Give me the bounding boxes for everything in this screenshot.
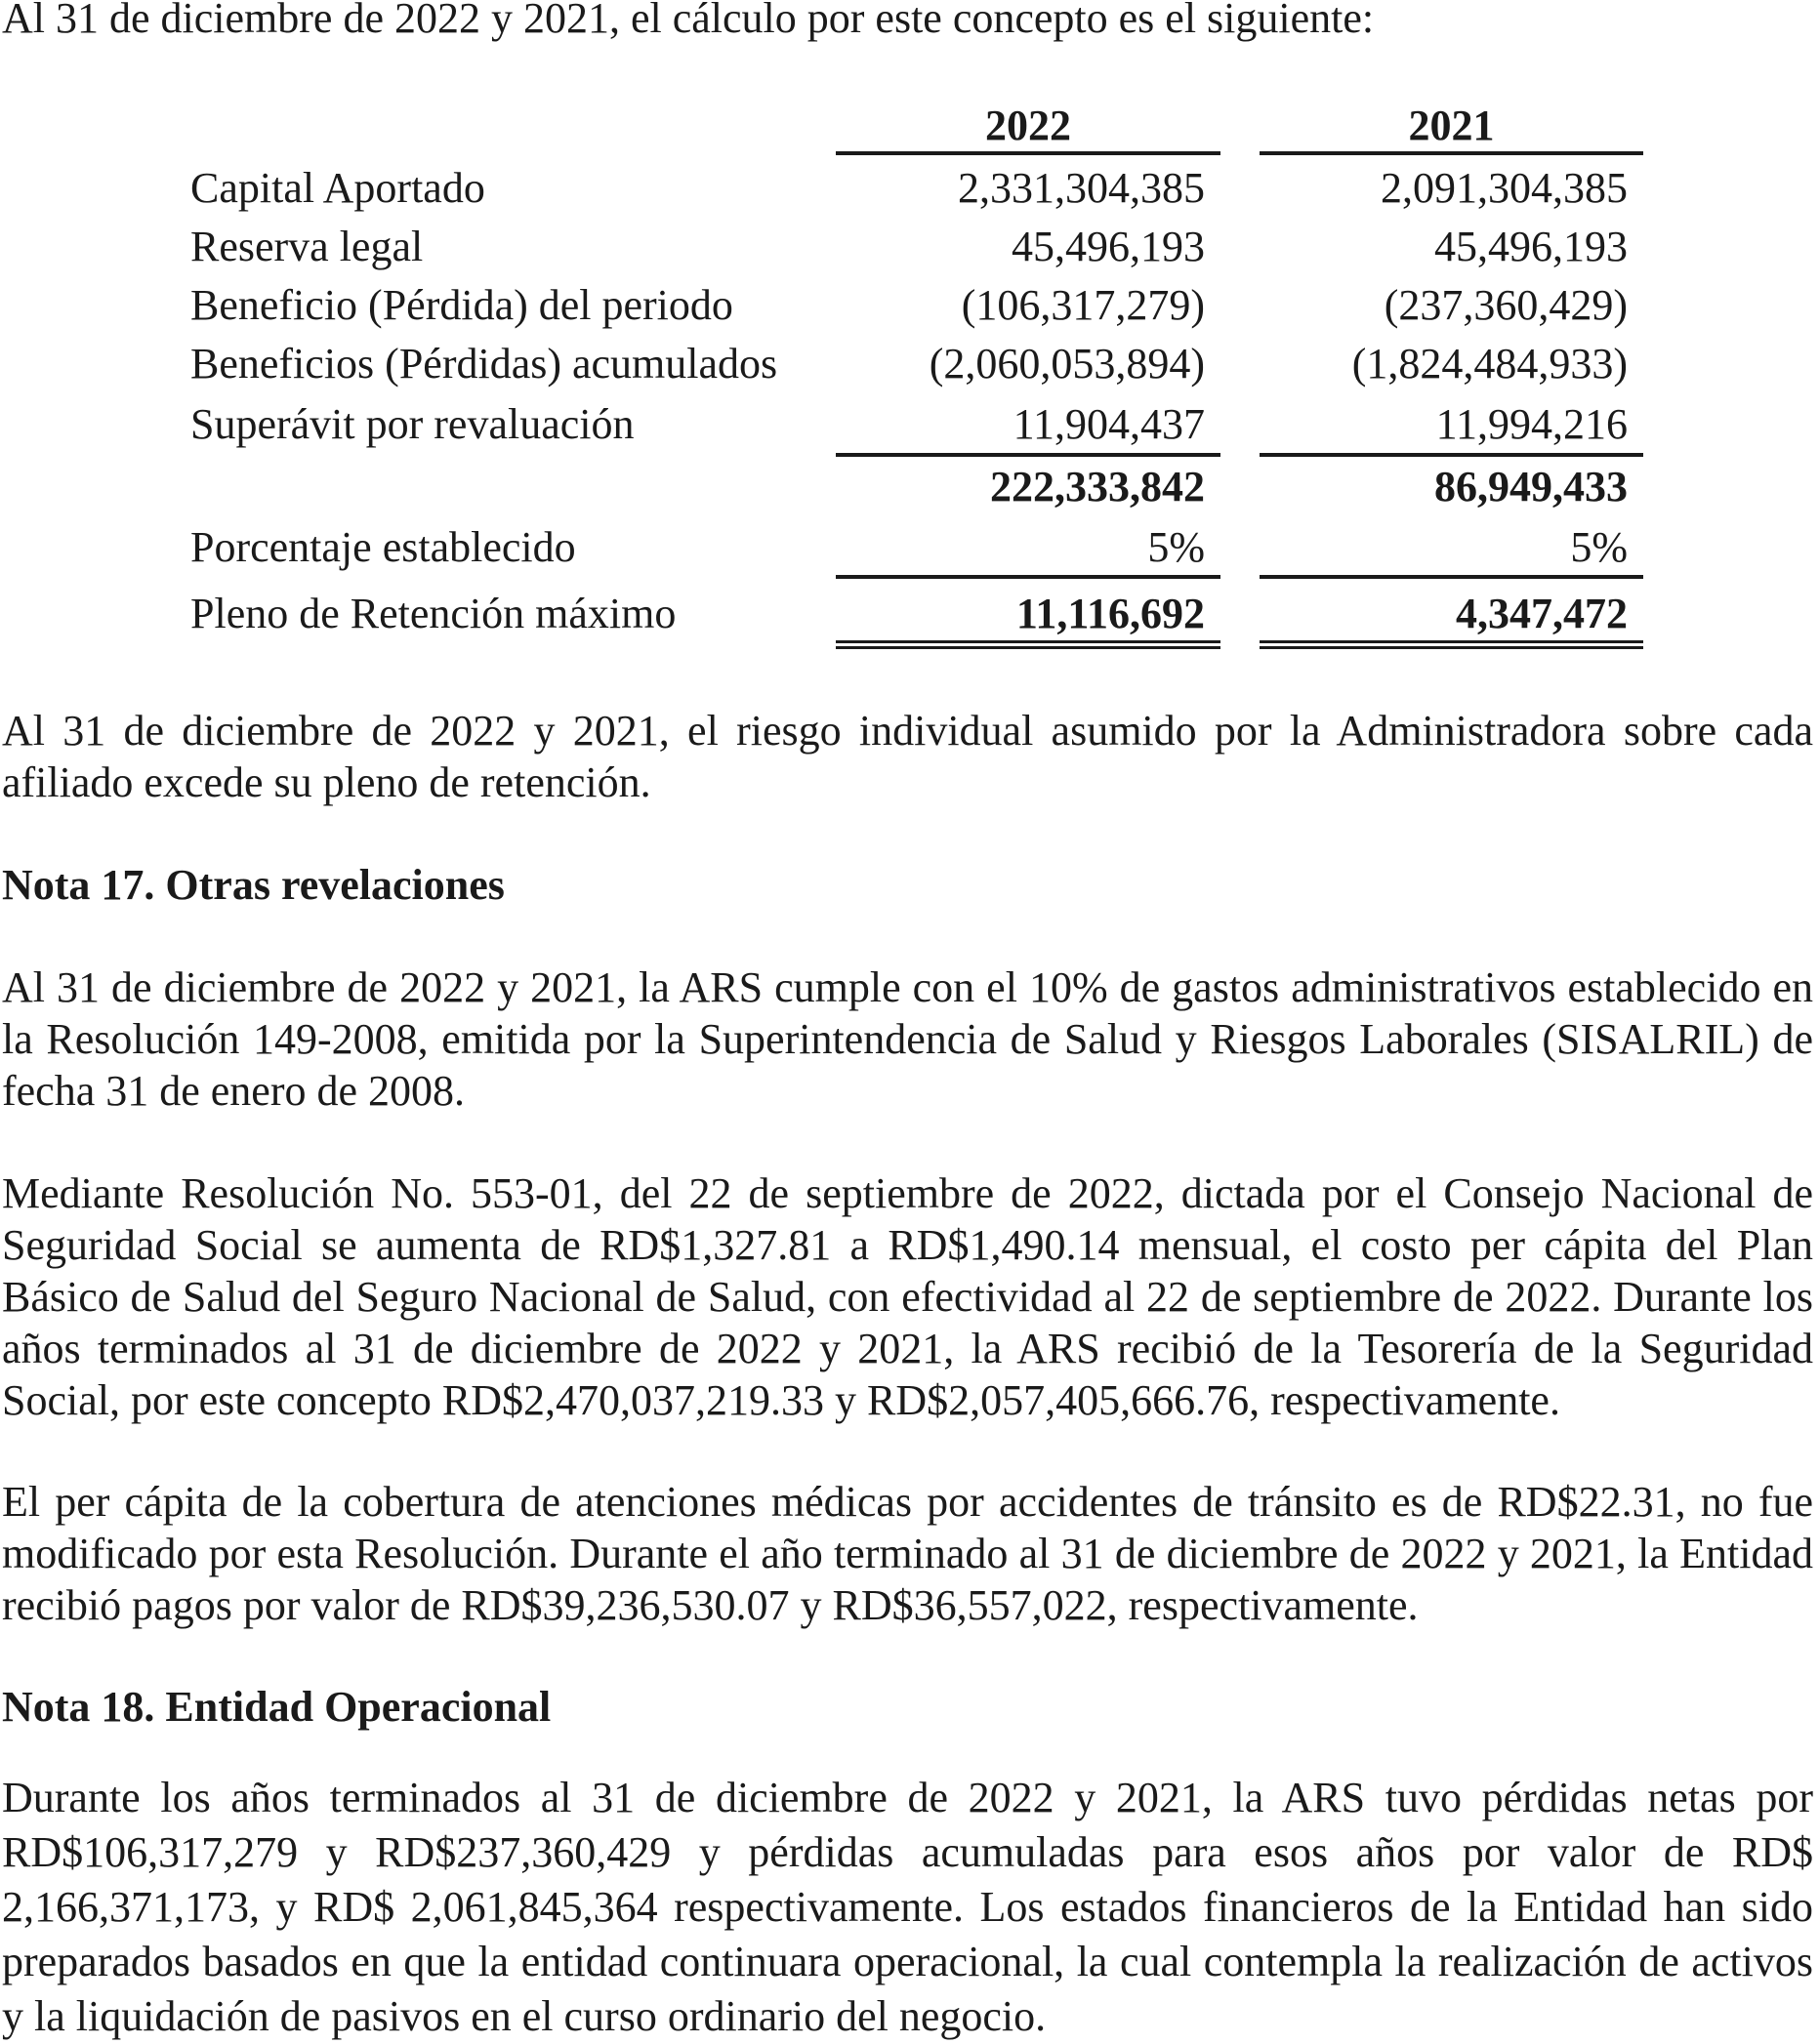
- row-label-porcentaje: Porcentaje establecido: [190, 523, 576, 571]
- row-label-beneficio-periodo: Beneficio (Pérdida) del periodo: [190, 281, 733, 329]
- value-2022-beneficios-acumulados: (2,060,053,894): [929, 340, 1205, 388]
- value-2021-capital: 2,091,304,385: [1381, 164, 1628, 212]
- header-rule-2022: [836, 151, 1220, 155]
- double-underline-2022: [836, 640, 1220, 649]
- nota18-title: Nota 18. Entidad Operacional: [2, 1683, 552, 1731]
- header-2022: 2022: [985, 102, 1071, 149]
- value-2022-beneficio-periodo: (106,317,279): [961, 281, 1205, 329]
- value-2021-beneficios-acumulados: (1,824,484,933): [1351, 340, 1628, 388]
- row-label-capital: Capital Aportado: [190, 164, 485, 212]
- value-2022-reserva: 45,496,193: [1012, 223, 1205, 270]
- value-2021-beneficio-periodo: (237,360,429): [1384, 281, 1628, 329]
- row-label-reserva: Reserva legal: [190, 223, 424, 270]
- value-2021-superavit: 11,994,216: [1435, 400, 1628, 448]
- row-label-superavit: Superávit por revaluación: [190, 400, 635, 448]
- header-2021: 2021: [1408, 102, 1495, 149]
- row-label-pleno: Pleno de Retención máximo: [190, 590, 677, 637]
- total-2022: 11,116,692: [1015, 590, 1205, 637]
- total-rule-2021: [1260, 575, 1643, 579]
- percentage-2022: 5%: [1147, 523, 1205, 571]
- retention-table: [0, 0, 1819, 664]
- riesgo-paragraph: Al 31 de diciembre de 2022 y 2021, el riesgo individual asumido por la Administradora sobre cada afiliado excede su pleno de retención.: [2, 707, 1813, 806]
- total-rule-2022: [836, 575, 1220, 579]
- value-2022-capital: 2,331,304,385: [958, 164, 1205, 212]
- double-underline-2021: [1260, 640, 1643, 649]
- nota17-title: Nota 17. Otras revelaciones: [2, 861, 505, 909]
- total-2021: 4,347,472: [1456, 590, 1628, 637]
- nota18-paragraph-1: Durante los años terminados al 31 de diciembre de 2022 y 2021, la ARS tuvo pérdidas netas por RD$106,317,279 y RD$237,360,429 y pérdidas acumuladas para esos años por valor de RD$ 2,166,371,173, y RD$ 2,061,845,364 respectivamente. Los estados financieros de la Entidad han sido preparados basados en que la entidad continuara operacional, la cual contempla la realización de activos y la liquidación de pasivos en el curso ordinario del negocio.: [2, 1774, 1813, 2040]
- subtotal-2021: 86,949,433: [1434, 463, 1628, 511]
- value-2021-reserva: 45,496,193: [1434, 223, 1628, 270]
- percentage-2021: 5%: [1570, 523, 1628, 571]
- intro-paragraph: Al 31 de diciembre de 2022 y 2021, el cálculo por este concepto es el siguiente:: [2, 0, 1375, 42]
- value-2022-superavit: 11,904,437: [1013, 400, 1205, 448]
- nota17-paragraph-2: Mediante Resolución No. 553-01, del 22 de septiembre de 2022, dictada por el Consejo Nacional de Seguridad Social se aumenta de RD$1,327.81 a RD$1,490.14 mensual, el costo per cápita del Plan Básico de Salud del Seguro Nacional de Salud, con efectividad al 22 de septiembre de 2022. Durante los años terminados al 31 de diciembre de 2022 y 2021, la ARS recibió de la Tesorería de la Seguridad Social, por este concepto RD$2,470,037,219.33 y RD$2,057,405,666.76, respectivamente.: [2, 1169, 1813, 1424]
- subtotal-rule-2021: [1260, 453, 1643, 457]
- nota17-paragraph-3: El per cápita de la cobertura de atenciones médicas por accidentes de tránsito es de RD$22.31, no fue modificado por esta Resolución. Durante el año terminado al 31 de diciembre de 2022 y 2021, la Entidad recibió pagos por valor de RD$39,236,530.07 y RD$36,557,022, respectivamente.: [2, 1478, 1813, 1629]
- nota17-paragraph-1: Al 31 de diciembre de 2022 y 2021, la ARS cumple con el 10% de gastos administrativos establecido en la Resolución 149-2008, emitida por la Superintendencia de Salud y Riesgos Laborales (SISALRIL) de fecha 31 de enero de 2008.: [2, 963, 1813, 1115]
- subtotal-rule-2022: [836, 453, 1220, 457]
- subtotal-2022: 222,333,842: [990, 463, 1205, 511]
- header-rule-2021: [1260, 151, 1643, 155]
- row-label-beneficios-acumulados: Beneficios (Pérdidas) acumulados: [190, 340, 778, 388]
